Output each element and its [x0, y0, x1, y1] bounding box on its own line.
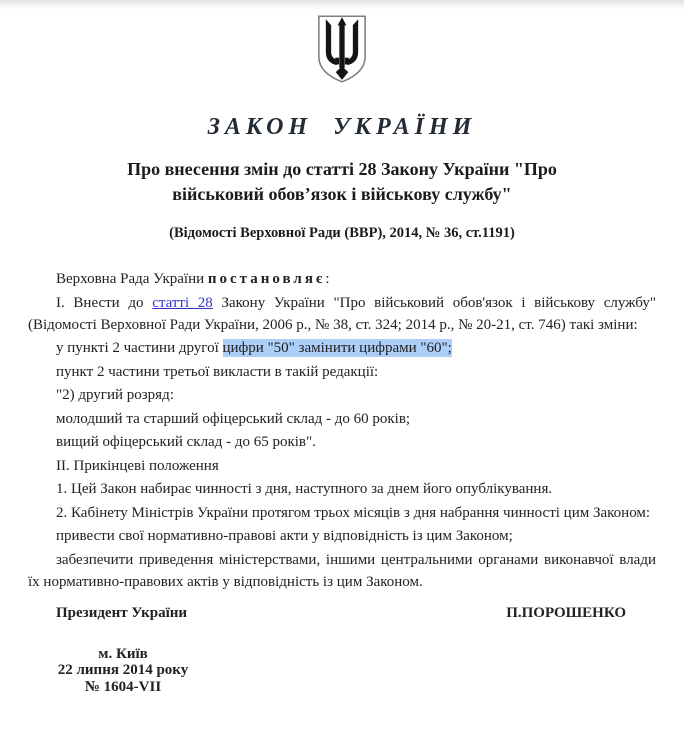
ukraine-trident-emblem-icon	[315, 14, 369, 84]
preamble-colon: :	[325, 271, 330, 287]
signature-row	[0, 605, 684, 622]
section-1-intro-paragraph	[28, 292, 656, 336]
junior-senior-officers-paragraph: молодший та старший офіцерський склад - до 60 років;	[56, 410, 411, 427]
ensure-ministries-compliance-paragraph: забезпечити приведення міністерствами, іншими центральними органами виконавчої влади їх нормативно-правових актів у відповідність із цим Законом.	[28, 551, 656, 590]
signatory-title: Президент України	[56, 604, 188, 621]
amendment-part3-paragraph: пункт 2 частини третьої викласти в такій редакції:	[56, 363, 379, 380]
preamble-paragraph	[28, 268, 656, 290]
preamble-text: Верховна Рада України	[56, 271, 208, 287]
document-body	[0, 268, 684, 593]
higher-officers-paragraph: вищий офіцерський склад - до 65 років".	[56, 434, 316, 450]
cabinet-of-ministers-paragraph: 2. Кабінету Міністрів України протягом трьох місяців з дня набрання чинності цим Законом:	[56, 504, 651, 521]
issuance-city: м. Київ	[98, 645, 148, 662]
entry-into-force-paragraph: 1. Цей Закон набирає чинності з дня, наступного за днем його опублікування.	[56, 481, 553, 497]
law-number: № 1604-VII	[84, 678, 162, 695]
document-type-heading: ЗАКОН УКРАЇНИ	[207, 114, 477, 140]
bring-acts-into-compliance-paragraph: привести свої нормативно-правові акти у відповідність із цим Законом;	[56, 528, 513, 544]
top-shadow-gradient	[0, 0, 684, 10]
gazette-reference: (Відомості Верховної Ради (ВВР), 2014, № 36, ст.1191)	[169, 225, 515, 241]
selected-text-highlight: цифри "50" замінити цифрами "60";	[222, 340, 452, 356]
amendment-part2-paragraph	[28, 337, 656, 359]
signatory-name: П.ПОРОШЕНКО	[506, 604, 626, 621]
amendment-part2-text: у пункті 2 частини другої	[56, 340, 223, 356]
section-1-text-after-link: Закону України "Про військовий обов'язок і військову службу" (Відомості Верховної Ради України, 2006 р., № 38, ст. 324; 2014 р., № 20-21, ст. 746) такі зміни:	[28, 294, 656, 333]
preamble-emphasis: постановляє	[207, 271, 326, 287]
second-grade-paragraph: "2) другий розряд:	[56, 387, 174, 403]
law-title: Про внесення змін до статті 28 Закону України "Про військовий обов’язок і військову службу"	[127, 159, 557, 204]
article-28-link[interactable]: статті 28	[152, 294, 213, 311]
issuance-date: 22 липня 2014 року	[57, 662, 189, 678]
section-2-heading-paragraph: ІІ. Прикінцеві положення	[56, 457, 219, 474]
issuance-block	[28, 646, 218, 696]
section-1-text-before-link: І. Внести до	[56, 294, 153, 311]
